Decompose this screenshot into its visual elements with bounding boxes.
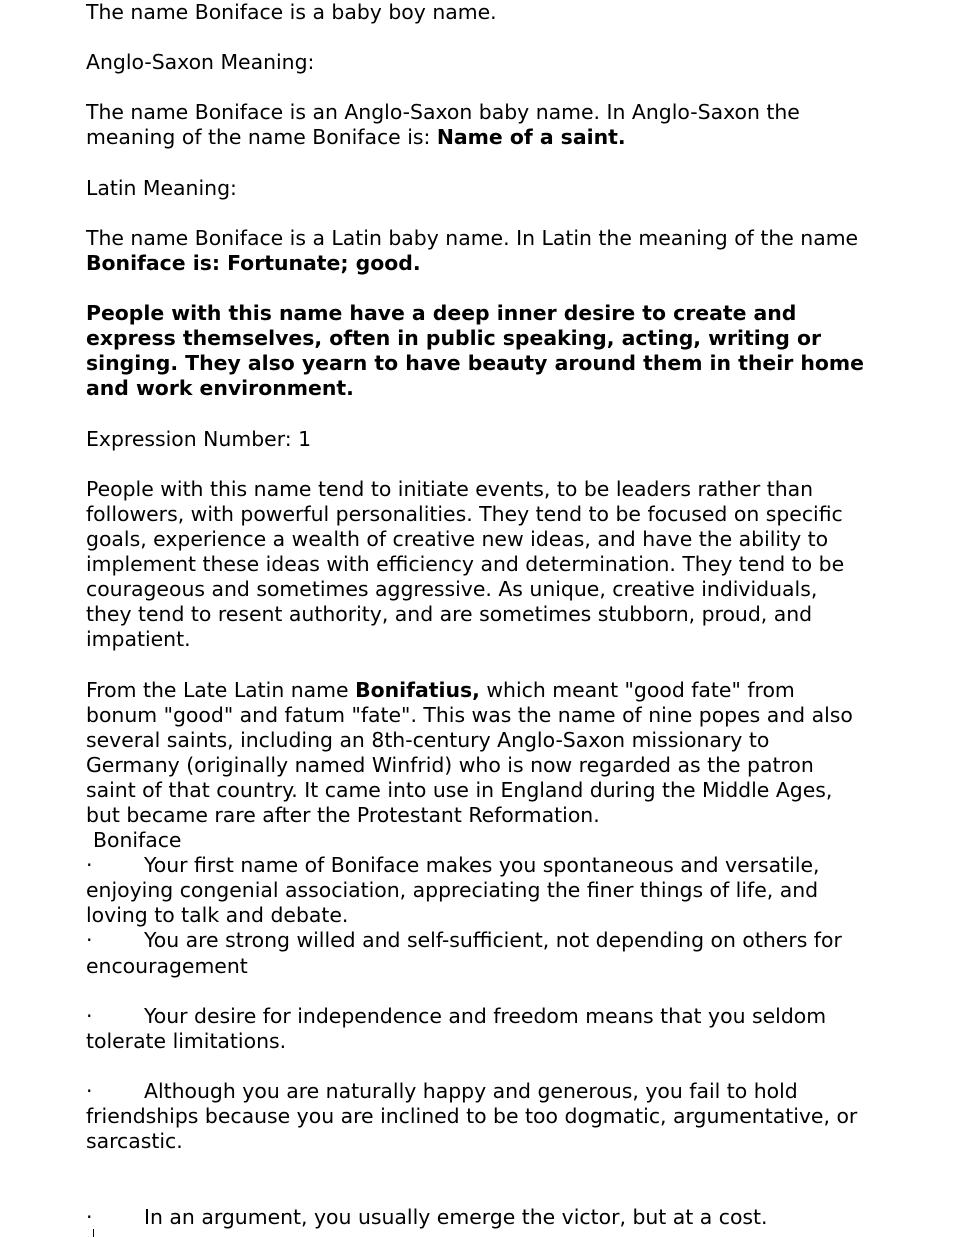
latin-paragraph [86, 226, 866, 276]
blank-line [86, 652, 866, 677]
bullet-text: Your desire for independence and freedom means that you seldom tolerate limitations. [86, 1003, 827, 1053]
origin-post: which meant "good fate" from bonum "good" and fatum "fate". This was the name of nine popes and also several saints, including an 8th-century Anglo-Saxon missionary to Germany (originally named Winfrid) who is now regarded as the patron saint of that country. It came into use in England during the Middle Ages, but became rare after the Protestant Reformation. [86, 677, 853, 827]
expression-paragraph: People with this name tend to initiate events, to be leaders rather than followers, with powerful personalities. They tend to be focused on specific goals, experience a wealth of creative new ideas, and have the ability to implement these ideas with efficiency and determination. They tend to be courageous and sometimes aggressive. As unique, creative individuals, they tend to resent authority, and are sometimes stubborn, proud, and impatient. [86, 476, 845, 652]
origin-name: Bonifatius, [355, 677, 480, 702]
intro-paragraph: The name Boniface is a baby boy name. [86, 0, 497, 24]
anglo-saxon-heading: Anglo-Saxon Meaning: [86, 50, 315, 75]
bullet-item [86, 853, 866, 928]
bullet-dot: · [86, 1204, 93, 1229]
anglo-saxon-text: The name Boniface is an Anglo-Saxon baby name. In Anglo-Saxon the meaning of the name Boniface is: [86, 100, 800, 150]
blank-line [86, 979, 866, 1004]
text-cursor-mark [93, 1229, 94, 1237]
anglo-saxon-paragraph [86, 100, 866, 150]
bullet-item [86, 1205, 866, 1230]
name-line: Boniface [93, 828, 182, 853]
blank-line [86, 151, 866, 176]
bullet-item [86, 1004, 866, 1054]
blank-line [86, 452, 866, 477]
bullet-text: In an argument, you usually emerge the victor, but at a cost. [144, 1204, 768, 1229]
bullet-item [86, 928, 866, 978]
blank-line [86, 402, 866, 427]
blank-line [86, 25, 866, 50]
bullet-dot: · [86, 853, 93, 878]
latin-heading: Latin Meaning: [86, 175, 237, 200]
bullet-text: Your first name of Boniface makes you spontaneous and versatile, enjoying congenial association, appreciating the finer things of life, and loving to talk and debate. [86, 853, 820, 928]
blank-line [86, 1154, 866, 1204]
bullet-dot: · [86, 928, 93, 953]
bullet-dot: · [86, 1003, 93, 1028]
document-page [86, 0, 866, 1230]
anglo-saxon-meaning: Name of a saint. [436, 125, 626, 150]
blank-line [86, 75, 866, 100]
bullet-item [86, 1079, 866, 1154]
blank-line [86, 201, 866, 226]
bullet-dot: · [86, 1079, 93, 1104]
latin-text: The name Boniface is a Latin baby name. In Latin the meaning of the name [86, 225, 859, 250]
desire-text: People with this name have a deep inner desire to create and express themselves, often in public speaking, acting, writing or singing. They also yearn to have beauty around them in their home and work environment. [86, 301, 865, 401]
latin-meaning: Boniface is: Fortunate; good. [86, 250, 421, 275]
blank-line [86, 276, 866, 301]
origin-pre: From the Late Latin name [86, 677, 356, 702]
bullet-text: Although you are naturally happy and generous, you fail to hold friendships because you are inclined to be too dogmatic, argumentative, or sarcastic. [86, 1079, 858, 1154]
desire-paragraph [86, 301, 866, 401]
blank-line [86, 1054, 866, 1079]
expression-number: Expression Number: 1 [86, 426, 312, 451]
origin-paragraph [86, 678, 866, 829]
bullet-text: You are strong willed and self-sufficient, not depending on others for encouragement [86, 928, 842, 978]
